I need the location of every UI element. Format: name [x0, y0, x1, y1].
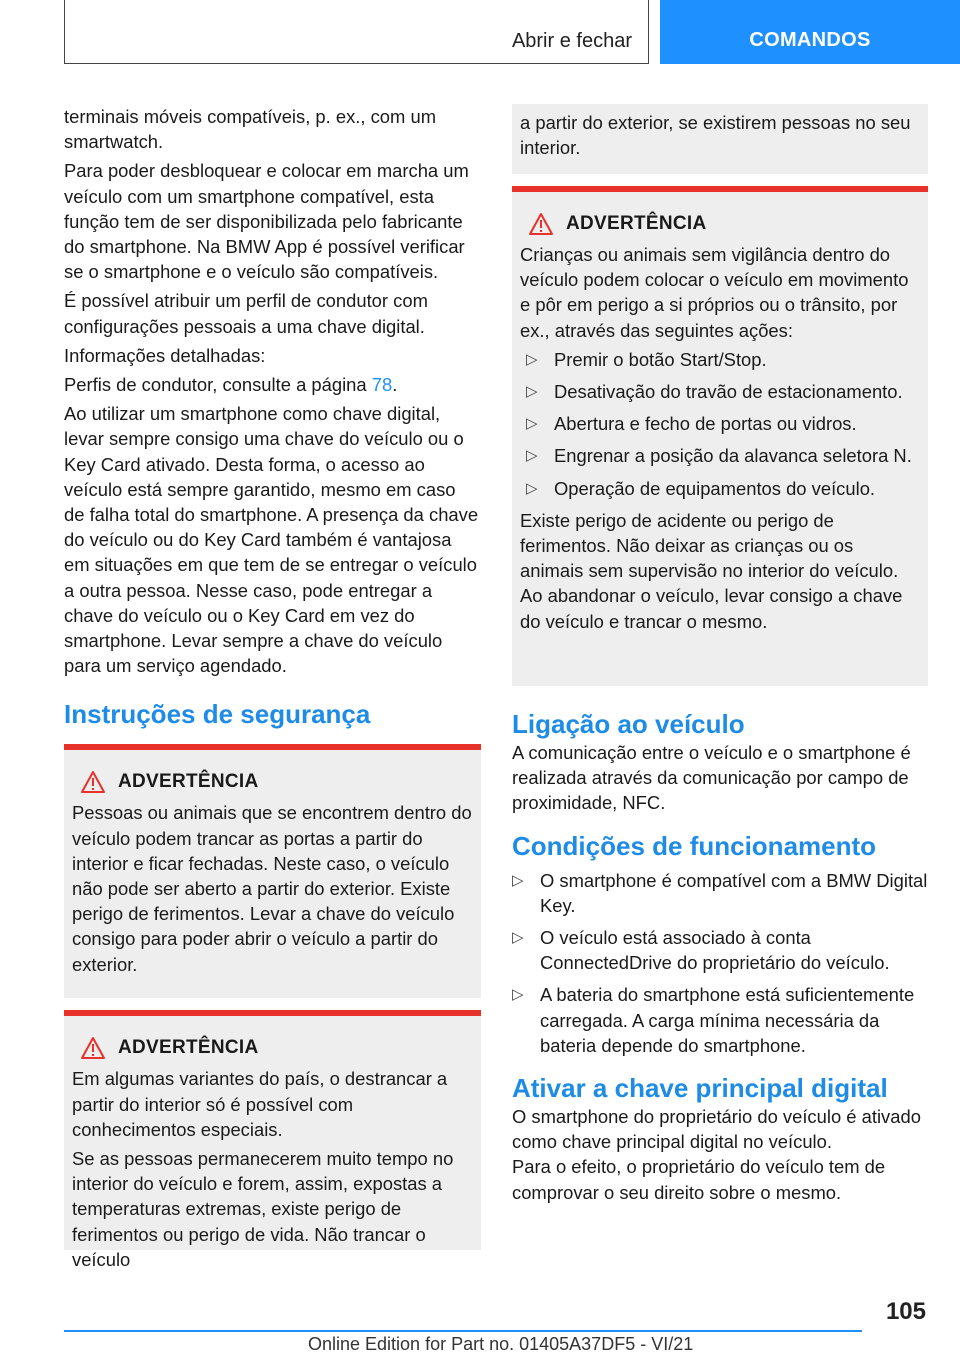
section-heading-activate: Ativar a chave principal digital [512, 1073, 888, 1104]
triangle-right-icon: ▷ [526, 447, 538, 465]
triangle-right-icon: ▷ [526, 415, 538, 433]
section-heading-safety: Instruções de segurança [64, 699, 371, 730]
list-item: ▷ A bateria do smartphone está suficientemente carregada. A carga mínima necessária da bateria depende do smartphone. [512, 984, 915, 1056]
warning-text: Em algumas variantes do país, o destrancar a partir do interior só é possível com conhecimentos especiais. [72, 1068, 448, 1140]
warning-title: ADVERTÊNCIA [566, 213, 707, 234]
warning-box [64, 1010, 481, 1270]
list-item: ▷ Premir o botão Start/Stop. [520, 347, 920, 372]
list-item: ▷ Operação de equipamentos do veículo. [520, 476, 920, 501]
warning-title: ADVERTÊNCIA [118, 771, 259, 793]
list-item: ▷ Abertura e fecho de portas ou vidros. [520, 411, 920, 436]
triangle-right-icon: ▷ [512, 871, 524, 889]
warning-box-continued [512, 104, 928, 174]
paragraph: Ao utilizar um smartphone como chave digital, levar sempre consigo uma chave do veículo ou o Key Card ativado. Desta forma, o acesso ao veículo está sempre garantido, mesmo em caso de falha total do smartphone. A presença da chave do veículo ou do Key Card também é vantajosa em situações em que tem de se entregar o veículo a outra pessoa. Nesse caso, pode entregar a chave do veículo ou o Key Card em vez do smartphone. Levar sempre a chave do veículo para um serviço agendado. [64, 403, 479, 677]
warning-text: Existe perigo de acidente ou perigo de ferimentos. Não deixar as crianças ou os animais sem supervisão no interior do veículo. Ao abandonar o veículo, levar consigo a chave do veículo e trancar o mesmo. [520, 509, 903, 632]
warning-triangle-icon [80, 770, 106, 794]
list-item: ▷ O veículo está associado à conta ConnectedDrive do proprietário do veículo. [512, 927, 890, 974]
conditions-list [512, 868, 928, 1058]
warning-text: a partir do exterior, se existirem pessoas no seu interior. [520, 112, 911, 159]
section-heading-connection: Ligação ao veículo [512, 709, 745, 739]
warning-text: Pessoas ou animais que se encontrem dentro do veículo podem trancar as portas a partir do interior e ficar fechadas. Neste caso, o veículo não pode ser aberto a partir do exterior. Existe perigo de ferimentos. Levar a chave do veículo consigo para poder abrir o veículo a partir do exterior. [72, 802, 472, 975]
footer-edition: Online Edition for Part no. 01405A37DF5 - VI/21 [308, 1334, 694, 1354]
warning-text: Crianças ou animais sem vigilância dentro do veículo podem colocar o veículo em movimento e pôr em perigo a si próprios ou o trânsito, por ex., através das seguintes ações: [520, 244, 909, 341]
footer-divider [64, 1330, 862, 1332]
paragraph: O smartphone do proprietário do veículo é ativado como chave principal digital no veículo. [512, 1106, 921, 1153]
list-item: ▷ Desativação do travão de estacionamento. [520, 379, 920, 404]
triangle-right-icon: ▷ [526, 350, 538, 368]
paragraph: Informações detalhadas: [64, 344, 266, 366]
warning-title: ADVERTÊNCIA [118, 1037, 259, 1059]
right-column [512, 104, 928, 1209]
paragraph: Para poder desbloquear e colocar em marcha um veículo com um smartphone compatível, esta função tem de ser disponibilizada pelo fabricante do smartphone. Na BMW App é possível verificar se o smartphone e o veículo são compatíveis. [64, 160, 469, 283]
triangle-right-icon: ▷ [512, 986, 524, 1004]
warning-action-list [520, 347, 920, 501]
paragraph: É possível atribuir um perfil de condutor com configurações pessoais a uma chave digital. [64, 290, 428, 337]
left-column [64, 104, 481, 1270]
paragraph: Para o efeito, o proprietário do veículo tem de comprovar o seu direito sobre o mesmo. [512, 1156, 886, 1203]
reference-text: Perfis de condutor, consulte a página [64, 374, 372, 396]
warning-triangle-icon [528, 212, 554, 236]
warning-triangle-icon [80, 1036, 106, 1060]
header-section-box [64, 0, 649, 64]
triangle-right-icon: ▷ [526, 383, 538, 401]
triangle-right-icon: ▷ [512, 929, 524, 947]
header-section-title: Abrir e fechar [511, 30, 632, 52]
list-item: ▷ O smartphone é compatível com a BMW Digital Key. [512, 869, 928, 916]
page-number: 105 [885, 1298, 926, 1325]
paragraph-reference [64, 372, 481, 397]
page-link[interactable]: 78 [371, 374, 393, 396]
header-chapter-tab: COMANDOS [660, 0, 960, 64]
triangle-right-icon: ▷ [526, 479, 538, 497]
section-heading-conditions: Condições de funcionamento [512, 830, 877, 861]
paragraph: terminais móveis compatíveis, p. ex., com um smartwatch. [64, 106, 437, 153]
paragraph: A comunicação entre o veículo e o smartphone é realizada através da comunicação por campo de proximidade, NFC. [512, 742, 911, 814]
reference-end: . [392, 374, 398, 396]
list-item: ▷ Engrenar a posição da alavanca seletora N. [520, 443, 920, 468]
warning-text: Se as pessoas permanecerem muito tempo no interior do veículo e forem, assim, expostas a temperaturas extremas, existe perigo de ferimentos ou perigo de vida. Não trancar o veículo [72, 1148, 454, 1270]
warning-box [64, 744, 481, 998]
page-header [0, 0, 960, 66]
warning-box [512, 186, 928, 686]
